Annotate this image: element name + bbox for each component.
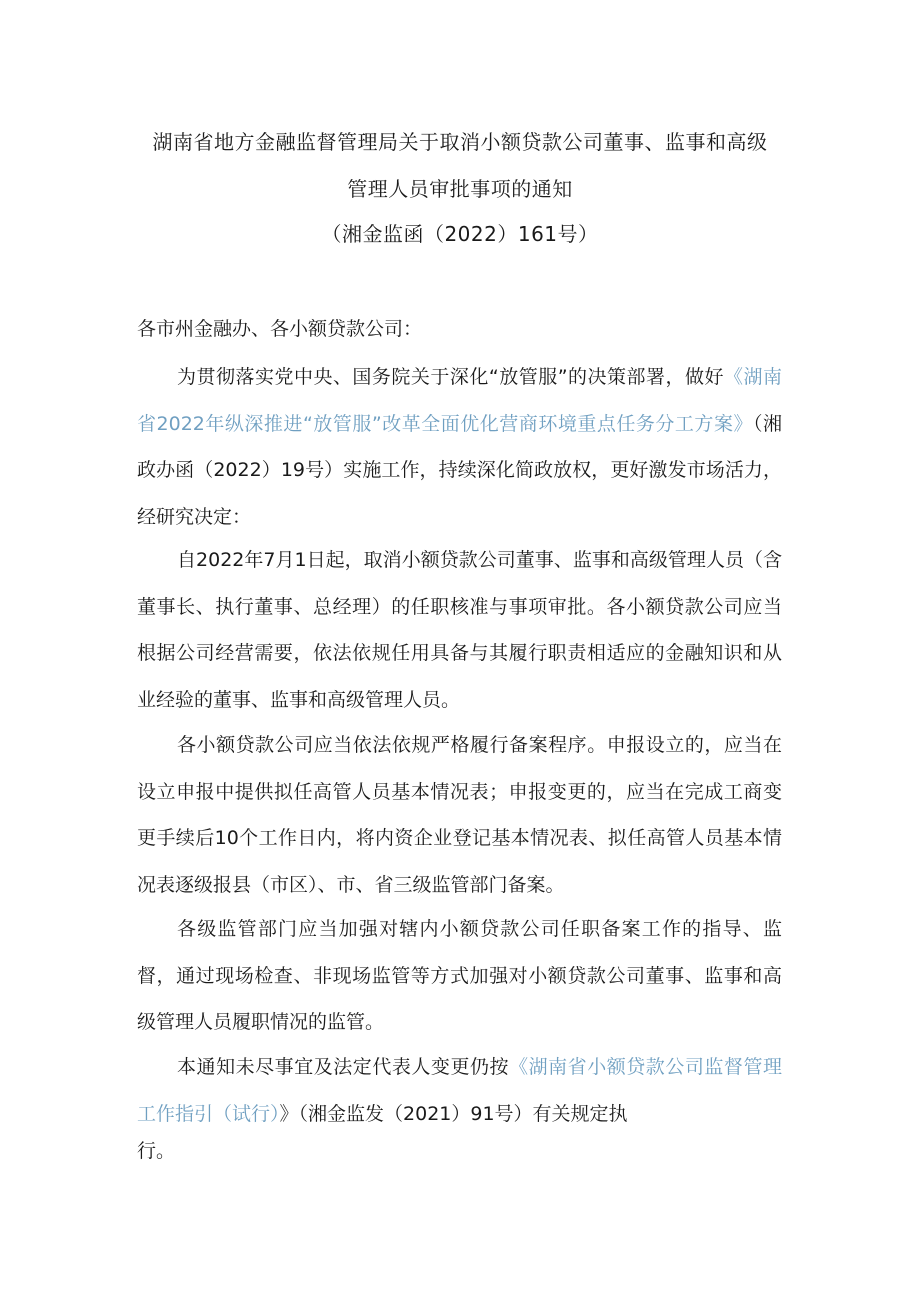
paragraph-1-text-before: 为贯彻落实党中央、国务院关于深化“放管服”的决策部署，做好 xyxy=(177,366,724,388)
document-number: （湘金监函（2022）161号） xyxy=(321,222,599,246)
closing-line: 行。 xyxy=(137,1140,176,1162)
paragraph-4: 各级监管部门应当加强对辖内小额贷款公司任职备案工作的指导、监督，通过现场检查、非现场监管等方式加强对小额贷款公司董事、监事和高级管理人员履职情况的监管。 xyxy=(137,918,782,1033)
paragraph-3: 各小额贷款公司应当依法依规严格履行备案程序。申报设立的，应当在设立申报中提供拟任高管人员基本情况表；申报变更的，应当在完成工商变更手续后10个工作日内，将内资企业登记基本情况表、拟任高管人员基本情况表逐级报县（市区）、市、省三级监管部门备案。 xyxy=(137,734,782,896)
title-line-2: 管理人员审批事项的通知 xyxy=(347,177,573,201)
salutation: 各市州金融办、各小额贷款公司： xyxy=(137,318,423,340)
paragraph-1 xyxy=(137,354,782,540)
paragraph-1-text-after: （湘政办函（2022）19号）实施工作，持续深化简政放权，更好激发市场活力，经研究决定： xyxy=(137,412,782,528)
paragraph-5 xyxy=(137,1044,782,1137)
paragraph-5-text-before: 本通知未尽事宜及法定代表人变更仍按 xyxy=(177,1056,510,1078)
paragraph-5-text-after: 》（湘金监发（2021）91号）有关规定执 xyxy=(279,1102,628,1125)
title-line-1: 湖南省地方金融监督管理局关于取消小额贷款公司董事、监事和高级 xyxy=(152,130,768,154)
policy-link-1[interactable]: 《湖南省2022年纵深推进“放管服”改革全面优化营商环境重点任务分工方案》 xyxy=(137,366,782,435)
paragraph-2: 自2022年7月1日起，取消小额贷款公司董事、监事和高级管理人员（含董事长、执行董事、总经理）的任职核准与事项审批。各小额贷款公司应当根据公司经营需要，依法依规任用具备与其履行职责相适应的金融知识和从业经验的董事、监事和高级管理人员。 xyxy=(137,549,782,711)
policy-link-2[interactable]: 《湖南省小额贷款公司监督管理工作指引（试行） xyxy=(137,1056,782,1125)
